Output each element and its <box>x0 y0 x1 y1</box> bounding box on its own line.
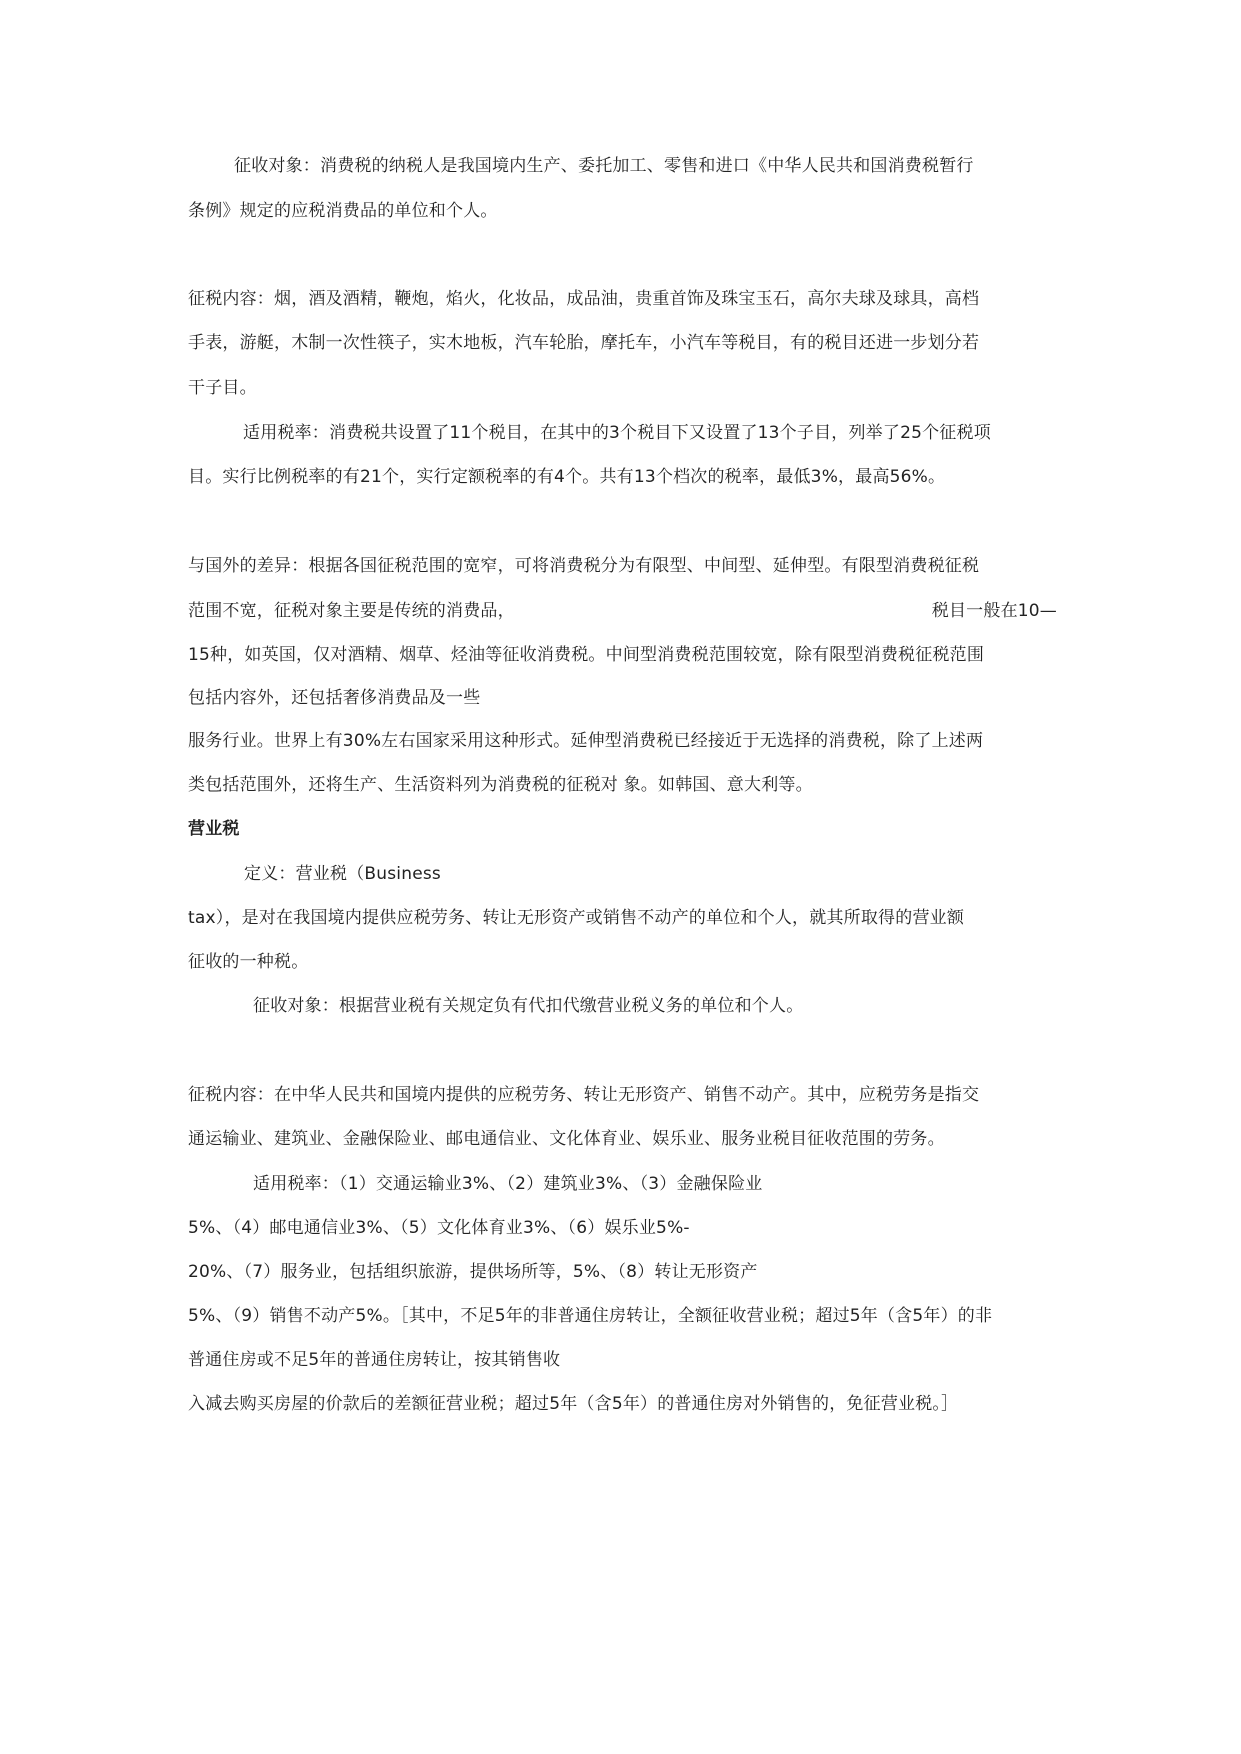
consumption-tax-diff-line-2 <box>188 599 1057 623</box>
business-tax-rate-line-3: 20%、（7）服务业，包括组织旅游，提供场所等，5%、（8）转让无形资产 <box>188 1262 758 1282</box>
consumption-tax-diff-line-2-right: 税目一般在10— <box>931 601 1057 621</box>
business-tax-rate-line-5: 普通住房或不足5年的普通住房转让，按其销售收 <box>188 1350 561 1370</box>
business-tax-rate-line-4: 5%、（9）销售不动产5%。［其中，不足5年的非普通住房转让，全额征收营业税；超过5年（含5年）的非 <box>188 1306 993 1326</box>
consumption-tax-object-line-1: 征收对象：消费税的纳税人是我国境内生产、委托加工、零售和进口《中华人民共和国消费税暂行 <box>234 156 974 176</box>
business-tax-content-line-2: 通运输业、建筑业、金融保险业、邮电通信业、文化体育业、娱乐业、服务业税目征收范围的劳务。 <box>188 1129 945 1149</box>
business-tax-rate-line-2: 5%、（4）邮电通信业3%、（5）文化体育业3%、（6）娱乐业5%- <box>188 1218 690 1238</box>
consumption-tax-diff-line-6: 类包括范围外，还将生产、生活资料列为消费税的征税对 象。如韩国、意大利等。 <box>188 775 813 795</box>
business-tax-rate-line-6: 入减去购买房屋的价款后的差额征营业税；超过5年（含5年）的普通住房对外销售的，免征营业税。］ <box>188 1394 959 1414</box>
business-tax-definition-line-1: 定义：营业税（Business <box>244 864 441 884</box>
consumption-tax-content-line-1: 征税内容：烟，酒及酒精，鞭炮，焰火，化妆品，成品油，贵重首饰及珠宝玉石，高尔夫球及球具，高档 <box>188 289 980 309</box>
consumption-tax-rate-line-1: 适用税率：消费税共设置了11个税目，在其中的3个税目下又设置了13个子目，列举了25个征税项 <box>243 423 991 443</box>
consumption-tax-content-line-2: 手表，游艇，木制一次性筷子，实木地板，汽车轮胎，摩托车，小汽车等税目，有的税目还进一步划分若 <box>188 333 980 353</box>
business-tax-heading: 营业税 <box>188 819 240 839</box>
business-tax-definition-line-3: 征收的一种税。 <box>188 952 309 972</box>
consumption-tax-diff-line-3: 15种，如英国，仅对酒精、烟草、烃油等征收消费税。中间型消费税范围较宽，除有限型消费税征税范围 <box>188 645 985 665</box>
business-tax-rate-line-1: 适用税率：（1）交通运输业3%、（2）建筑业3%、（3）金融保险业 <box>253 1174 763 1194</box>
consumption-tax-content-line-3: 干子目。 <box>188 378 257 398</box>
business-tax-object-line-1: 征收对象：根据营业税有关规定负有代扣代缴营业税义务的单位和个人。 <box>253 996 804 1016</box>
business-tax-definition-line-2: tax），是对在我国境内提供应税劳务、转让无形资产或销售不动产的单位和个人，就其所取得的营业额 <box>188 908 965 928</box>
business-tax-content-line-1: 征税内容：在中华人民共和国境内提供的应税劳务、转让无形资产、销售不动产。其中，应税劳务是指交 <box>188 1085 980 1105</box>
consumption-tax-object-line-2: 条例》规定的应税消费品的单位和个人。 <box>188 201 498 221</box>
consumption-tax-diff-line-4: 包括内容外，还包括奢侈消费品及一些 <box>188 688 481 708</box>
consumption-tax-diff-line-2-left: 范围不宽，征税对象主要是传统的消费品， <box>188 601 515 621</box>
consumption-tax-rate-line-2: 目。实行比例税率的有21个，实行定额税率的有4个。共有13个档次的税率，最低3%，最高56%。 <box>188 467 946 487</box>
consumption-tax-diff-line-5: 服务行业。世界上有30%左右国家采用这种形式。延伸型消费税已经接近于无选择的消费税，除了上述两 <box>188 731 984 751</box>
consumption-tax-diff-line-1: 与国外的差异：根据各国征税范围的宽窄，可将消费税分为有限型、中间型、延伸型。有限型消费税征税 <box>188 556 980 576</box>
